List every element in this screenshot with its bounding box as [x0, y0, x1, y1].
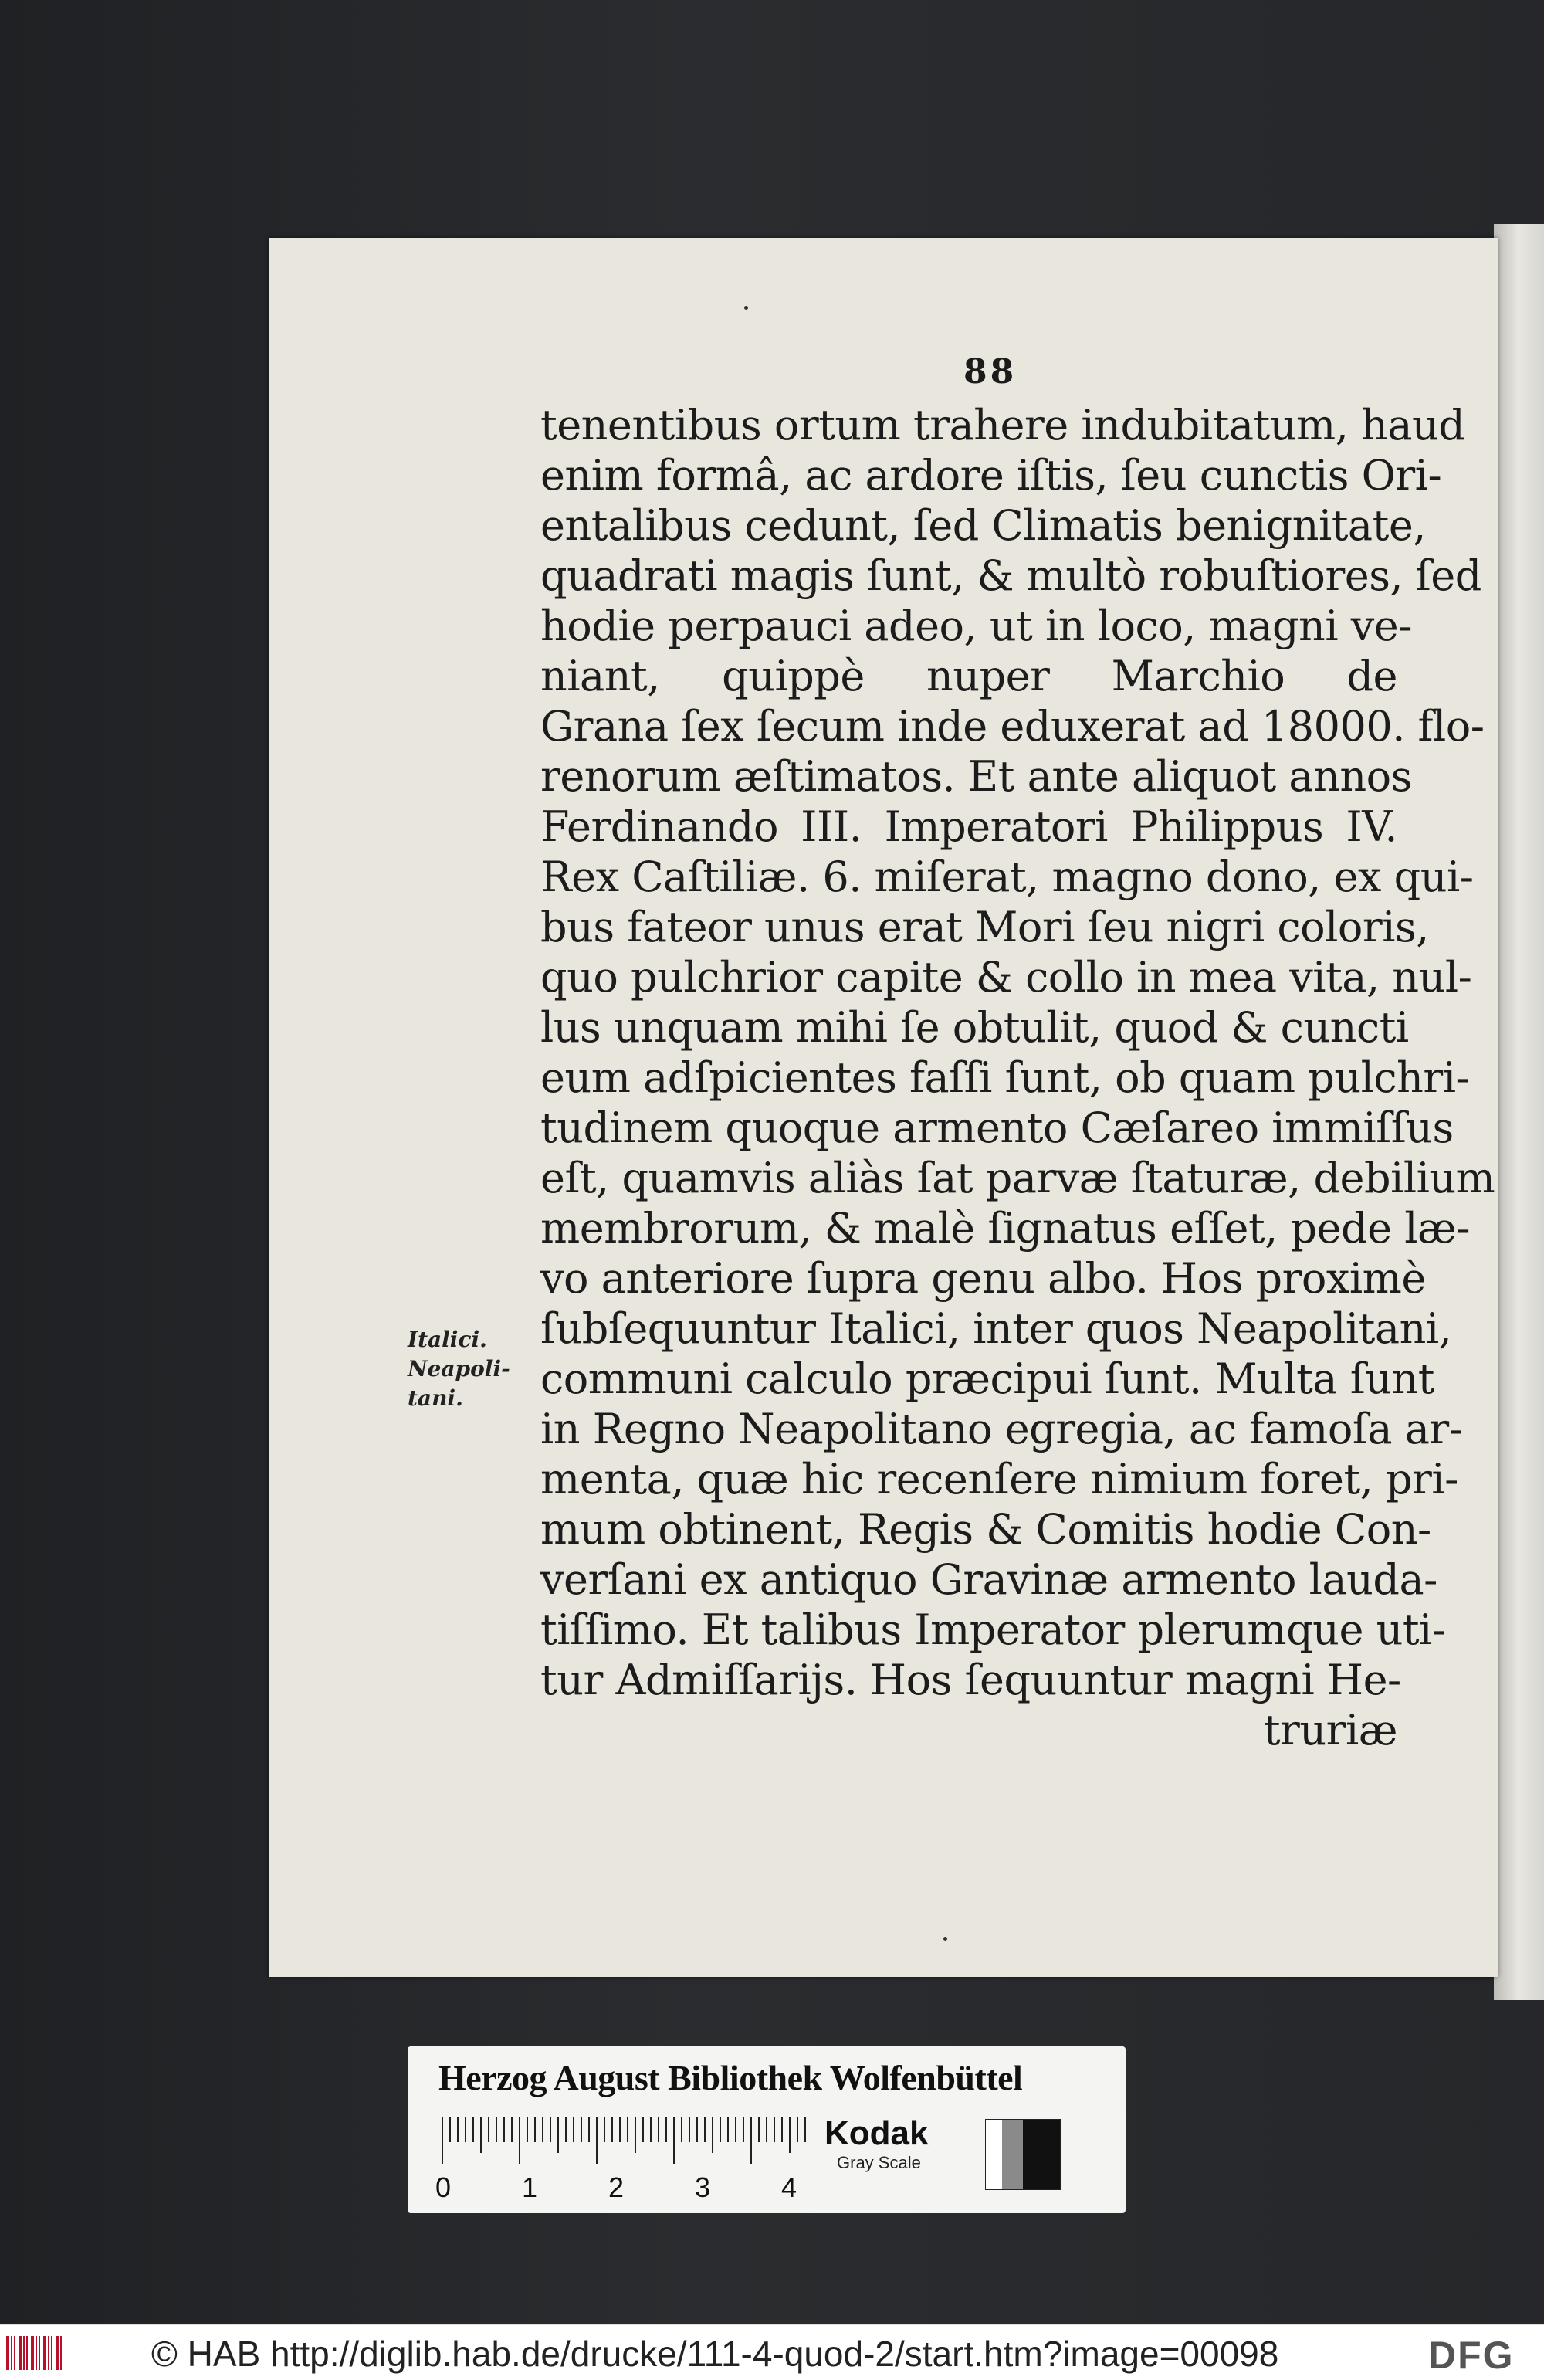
text-line: tenentibus ortum trahere indubitatum, haud [540, 401, 1465, 449]
ruler-tick [642, 2117, 644, 2142]
ruler-tick [488, 2117, 489, 2142]
dfg-logo: DFG [1428, 2334, 1515, 2377]
margin-note-line: Neapoli- [408, 1356, 510, 1382]
ruler-tick [673, 2117, 675, 2164]
margin-note-line: tani. [408, 1385, 463, 1411]
text-line: Rex Caſtiliæ. 6. miſerat, magno dono, ex qui- [540, 853, 1474, 901]
kodak-logo: Kodak [824, 2114, 929, 2152]
text-line: verſani ex antiquo Gravinæ armento lauda- [540, 1555, 1437, 1604]
ruler-tick [681, 2117, 682, 2142]
ruler-tick [581, 2117, 582, 2142]
footer-citation[interactable]: © HAB http://diglib.hab.de/drucke/111-4-quod-2/start.htm?image=00098 [151, 2334, 1279, 2374]
ruler-tick [627, 2117, 628, 2142]
ruler-tick [588, 2117, 590, 2142]
measure-ruler [442, 2117, 809, 2171]
margin-note [408, 1325, 523, 1413]
ruler-tick [727, 2117, 729, 2142]
ruler-tick [457, 2117, 459, 2142]
ruler-numbers [435, 2171, 837, 2205]
ruler-tick [658, 2117, 659, 2142]
ruler-tick [720, 2117, 721, 2142]
barcode-stripe [39, 2336, 40, 2370]
ruler-tick [496, 2117, 497, 2142]
ruler-tick [604, 2117, 605, 2142]
margin-note-line: Italici. [408, 1327, 487, 1352]
ruler-tick [665, 2117, 667, 2142]
text-line: tudinem quoque armento Cæſareo immiſſus [540, 1104, 1454, 1152]
ruler-tick [750, 2117, 752, 2164]
text-line: membrorum, & malè ſignatus eſſet, pede læ- [540, 1204, 1470, 1253]
text-line: enim formâ, ac ardore iſtis, ſeu cunctis Ori- [540, 451, 1442, 500]
text-line: communi calculo præcipui ſunt. Multa ſunt [540, 1354, 1434, 1403]
text-line: vo anteriore ſupra genu albo. Hos proximè [540, 1254, 1426, 1303]
ruler-tick [449, 2117, 451, 2142]
barcode-stripe [36, 2336, 37, 2370]
text-line: mum obtinent, Regis & Comitis hodie Con- [540, 1505, 1431, 1554]
barcode-stripe [48, 2336, 49, 2370]
text-line: quadrati magis ſunt, & multò robuſtiores, ſed [540, 551, 1481, 600]
ruler-tick [465, 2117, 466, 2142]
barcode-stripe [51, 2336, 52, 2370]
text-line: menta, quæ hic recenſere nimium foret, pri- [540, 1455, 1458, 1504]
footer-bar [0, 2324, 1544, 2380]
text-line: in Regno Neapolitano egregia, ac famoſa ar- [540, 1405, 1463, 1453]
text-line: Ferdinando III. Imperatori Philippus IV. [540, 802, 1397, 851]
paper-fleck [744, 306, 748, 310]
gray-scale-patch [985, 2119, 1061, 2190]
catchword: truriæ [1263, 1706, 1397, 1754]
barcode-stripe [56, 2336, 59, 2370]
paper-fleck [943, 1937, 947, 1941]
barcode-stripe [23, 2336, 25, 2370]
ruler-tick [712, 2117, 713, 2153]
ruler-tick [596, 2117, 598, 2164]
ruler-tick [534, 2117, 536, 2142]
text-line: niant, quippè nuper Marchio de [540, 652, 1397, 700]
ruler-tick [511, 2117, 513, 2142]
adjacent-page-edge [1494, 224, 1544, 2000]
ruler-tick [542, 2117, 543, 2142]
barcode-stripe [26, 2336, 28, 2370]
book-page [269, 238, 1498, 1977]
ruler-tick [735, 2117, 736, 2142]
text-line: quo pulchrior capite & collo in mea vita, nul- [540, 953, 1472, 1002]
ruler-tick [766, 2117, 767, 2142]
ruler-tick [480, 2117, 482, 2153]
ruler-tick [789, 2117, 791, 2153]
ruler-tick [774, 2117, 775, 2142]
ruler-tick [797, 2117, 798, 2142]
text-line: hodie perpauci adeo, ut in loco, magni ve- [540, 602, 1412, 650]
text-line: renorum æſtimatos. Et ante aliquot annos [540, 752, 1412, 801]
ruler-tick [696, 2117, 698, 2142]
ruler-tick [635, 2117, 636, 2153]
barcode-stripe [60, 2336, 62, 2370]
ruler-tick [704, 2117, 706, 2142]
hab-barcode-icon [6, 2336, 65, 2370]
barcode-stripe [11, 2336, 12, 2370]
ruler-tick [557, 2117, 559, 2153]
page-body-text [540, 400, 1495, 1755]
text-line: tur Admiſſarijs. Hos ſequuntur magni He- [540, 1656, 1401, 1704]
ruler-tick [519, 2117, 520, 2164]
barcode-stripe [14, 2336, 15, 2370]
page-number: 88 [963, 352, 1017, 392]
text-line: ſubſequuntur Italici, inter quos Neapolitani, [540, 1304, 1452, 1353]
ruler-tick [573, 2117, 574, 2142]
ruler-tick [619, 2117, 621, 2142]
ruler-number: 1 [522, 2171, 538, 2203]
library-color-card [408, 2046, 1126, 2213]
text-line: Grana ſex ſecum inde eduxerat ad 18000. flo- [540, 702, 1485, 751]
barcode-stripe [43, 2336, 46, 2370]
ruler-tick [804, 2117, 806, 2142]
ruler-tick [442, 2117, 443, 2164]
text-line: bus fateor unus erat Mori ſeu nigri coloris, [540, 903, 1429, 951]
ruler-tick [689, 2117, 690, 2142]
ruler-number: 3 [695, 2171, 711, 2203]
ruler-tick [611, 2117, 613, 2142]
ruler-tick [527, 2117, 528, 2142]
text-line: eum adſpicientes faſſi ſunt, ob quam pulchri- [540, 1053, 1470, 1102]
ruler-tick [472, 2117, 474, 2142]
ruler-tick [565, 2117, 567, 2142]
ruler-number: 4 [781, 2171, 797, 2203]
text-line: lus unquam mihi ſe obtulit, quod & cuncti [540, 1003, 1409, 1052]
ruler-tick [650, 2117, 652, 2142]
text-line: eſt, quamvis aliàs ſat parvæ ſtaturæ, debilium [540, 1154, 1495, 1202]
ruler-tick [781, 2117, 783, 2142]
ruler-tick [503, 2117, 505, 2142]
text-line: entalibus cedunt, ſed Climatis benignitate, [540, 501, 1426, 550]
barcode-stripe [19, 2336, 22, 2370]
ruler-tick [758, 2117, 760, 2142]
ruler-tick [550, 2117, 551, 2142]
ruler-number: 0 [435, 2171, 452, 2203]
gray-scale-label: Gray Scale [837, 2153, 921, 2172]
barcode-stripe [6, 2336, 9, 2370]
library-name: Herzog August Bibliothek Wolfenbüttel [438, 2058, 1023, 2097]
ruler-tick [743, 2117, 744, 2142]
barcode-stripe [31, 2336, 34, 2370]
text-line: tiſſimo. Et talibus Imperator plerumque uti- [540, 1605, 1446, 1654]
ruler-number: 2 [608, 2171, 625, 2203]
